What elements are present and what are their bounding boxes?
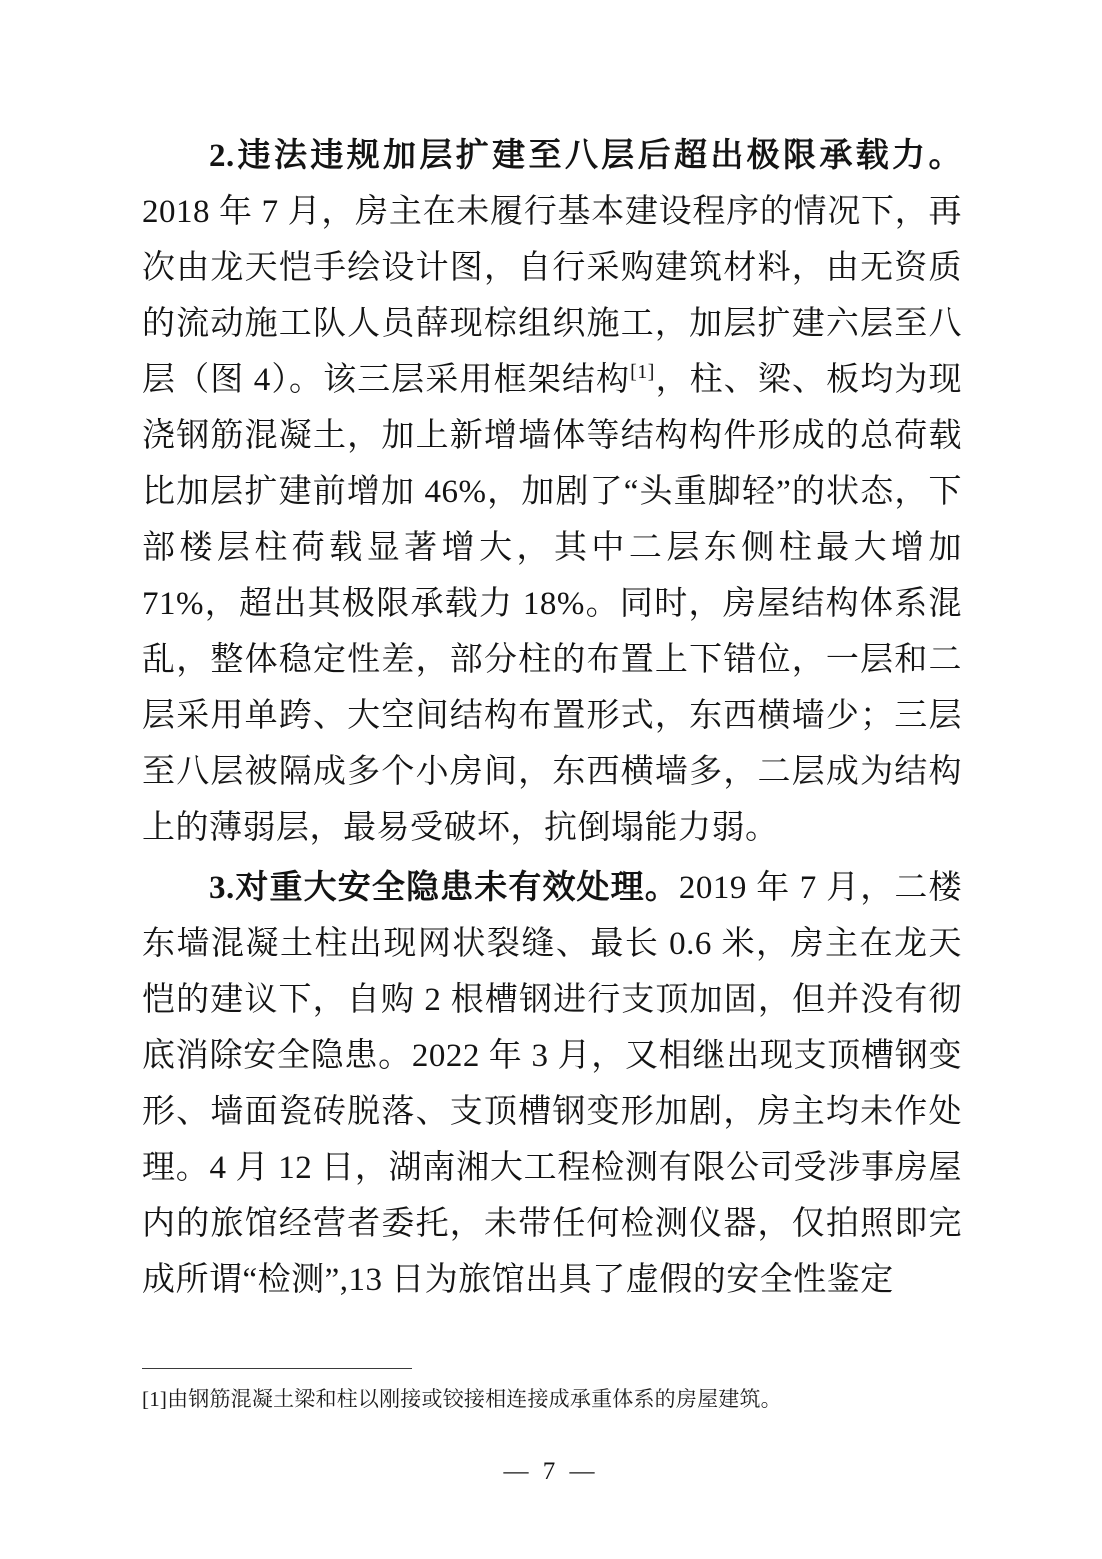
footnote-area (142, 1368, 962, 1415)
paragraph-2 (142, 128, 962, 856)
paragraph-2-body-after-ref: ，柱、梁、板均为现浇钢筋混凝土，加上新增墙体等结构构件形成的总荷载比加层扩建前增加 46%，加剧了“头重脚轻”的状态，下部楼层柱荷载显著增大，其中二层东侧柱最大增加 71%，超出其极限承载力 18%。同时，房屋结构体系混乱，整体稳定性差，部分柱的布置上下错位，一层和二层采用单跨、大空间结构布置形式，东西横墙少；三层至八层被隔成多个小房间，东西横墙多，二层成为结构上的薄弱层，最易受破坏，抗倒塌能力弱。 (142, 362, 963, 846)
page-number: — 7 — (503, 1458, 599, 1485)
page-body (142, 128, 962, 1308)
paragraph-2-body-before-ref: 2018 年 7 月，房主在未履行基本建设程序的情况下，再次由龙天恺手绘设计图，自行采购建筑材料，由无资质的流动施工队人员薛现棕组织施工，加层扩建六层至八层（图 4）。该三层采用框架结构 (142, 194, 962, 398)
paragraph-3-body: 2019 年 7 月，二楼东墙混凝土柱出现网状裂缝、最长 0.6 米，房主在龙天恺的建议下，自购 2 根槽钢进行支顶加固，但并没有彻底消除安全隐患。2022 年 3 月，又相继出现支顶槽钢变形、墙面瓷砖脱落、支顶槽钢变形加剧，房主均未作处理。4 月 12 日，湖南湘大工程检测有限公司受涉事房屋内的旅馆经营者委托，未带任何检测仪器，仅拍照即完成所谓“检测”,13 日为旅馆出具了虚假的安全性鉴定 (142, 870, 963, 1298)
paragraph-3-heading: 3.对重大安全隐患未有效处理。 (209, 870, 679, 906)
footnote-reference-1[interactable]: [1] (630, 361, 655, 383)
paragraph-2-heading: 2.违法违规加层扩建至八层后超出极限承载力。 (209, 138, 962, 174)
footnote-divider (142, 1368, 412, 1369)
footnote-text: [1]由钢筋混凝土梁和柱以刚接或铰接相连接成承重体系的房屋建筑。 (142, 1387, 782, 1411)
paragraph-3 (142, 860, 962, 1308)
